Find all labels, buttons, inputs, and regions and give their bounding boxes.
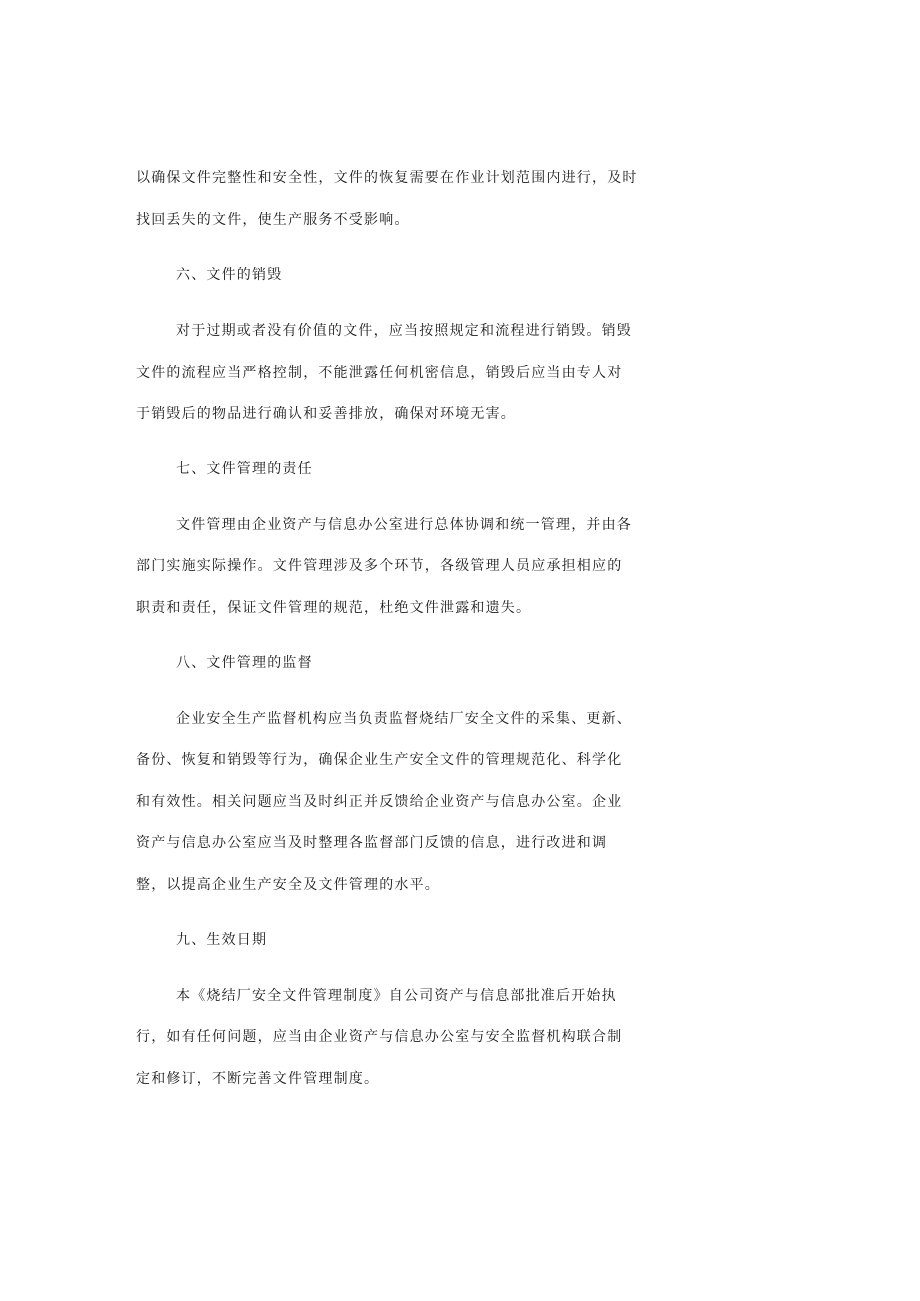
body-line: 本《烧结厂安全文件管理制度》自公司资产与信息部批准后开始执	[176, 988, 617, 1004]
section-heading: 八、文件管理的监督	[176, 655, 313, 671]
body-line: 以确保文件完整性和安全性，文件的恢复需要在作业计划范围内进行，及时	[136, 170, 638, 186]
body-line: 定和修订，不断完善文件管理制度。	[136, 1071, 380, 1087]
section-heading: 六、文件的销毁	[176, 267, 283, 283]
body-line: 行，如有任何问题，应当由企业资产与信息办公室与安全监督机构联合制	[136, 1029, 623, 1045]
body-line: 对于过期或者没有价值的文件，应当按照规定和流程进行销毁。销毁	[176, 323, 632, 339]
body-line: 企业安全生产监督机构应当负责监督烧结厂安全文件的采集、更新、	[176, 711, 632, 727]
body-line: 于销毁后的物品进行确认和妥善排放，确保对环境无害。	[136, 406, 516, 422]
section-heading: 九、生效日期	[176, 932, 268, 948]
body-line: 找回丢失的文件，使生产服务不受影响。	[136, 212, 410, 228]
body-line: 和有效性。相关问题应当及时纠正并反馈给企业资产与信息办公室。企业	[136, 794, 623, 810]
body-line: 文件管理由企业资产与信息办公室进行总体协调和统一管理，并由各	[176, 517, 632, 533]
body-line: 备份、恢复和销毁等行为，确保企业生产安全文件的管理规范化、科学化	[136, 752, 623, 768]
body-line: 文件的流程应当严格控制，不能泄露任何机密信息，销毁后应当由专人对	[136, 365, 623, 381]
section-heading: 七、文件管理的责任	[176, 461, 313, 477]
body-line: 部门实施实际操作。文件管理涉及多个环节，各级管理人员应承担相应的	[136, 558, 623, 574]
body-line: 资产与信息办公室应当及时整理各监督部门反馈的信息，进行改进和调	[136, 835, 608, 851]
body-line: 职责和责任，保证文件管理的规范，杜绝文件泄露和遗失。	[136, 600, 532, 616]
body-line: 整，以提高企业生产安全及文件管理的水平。	[136, 877, 440, 893]
